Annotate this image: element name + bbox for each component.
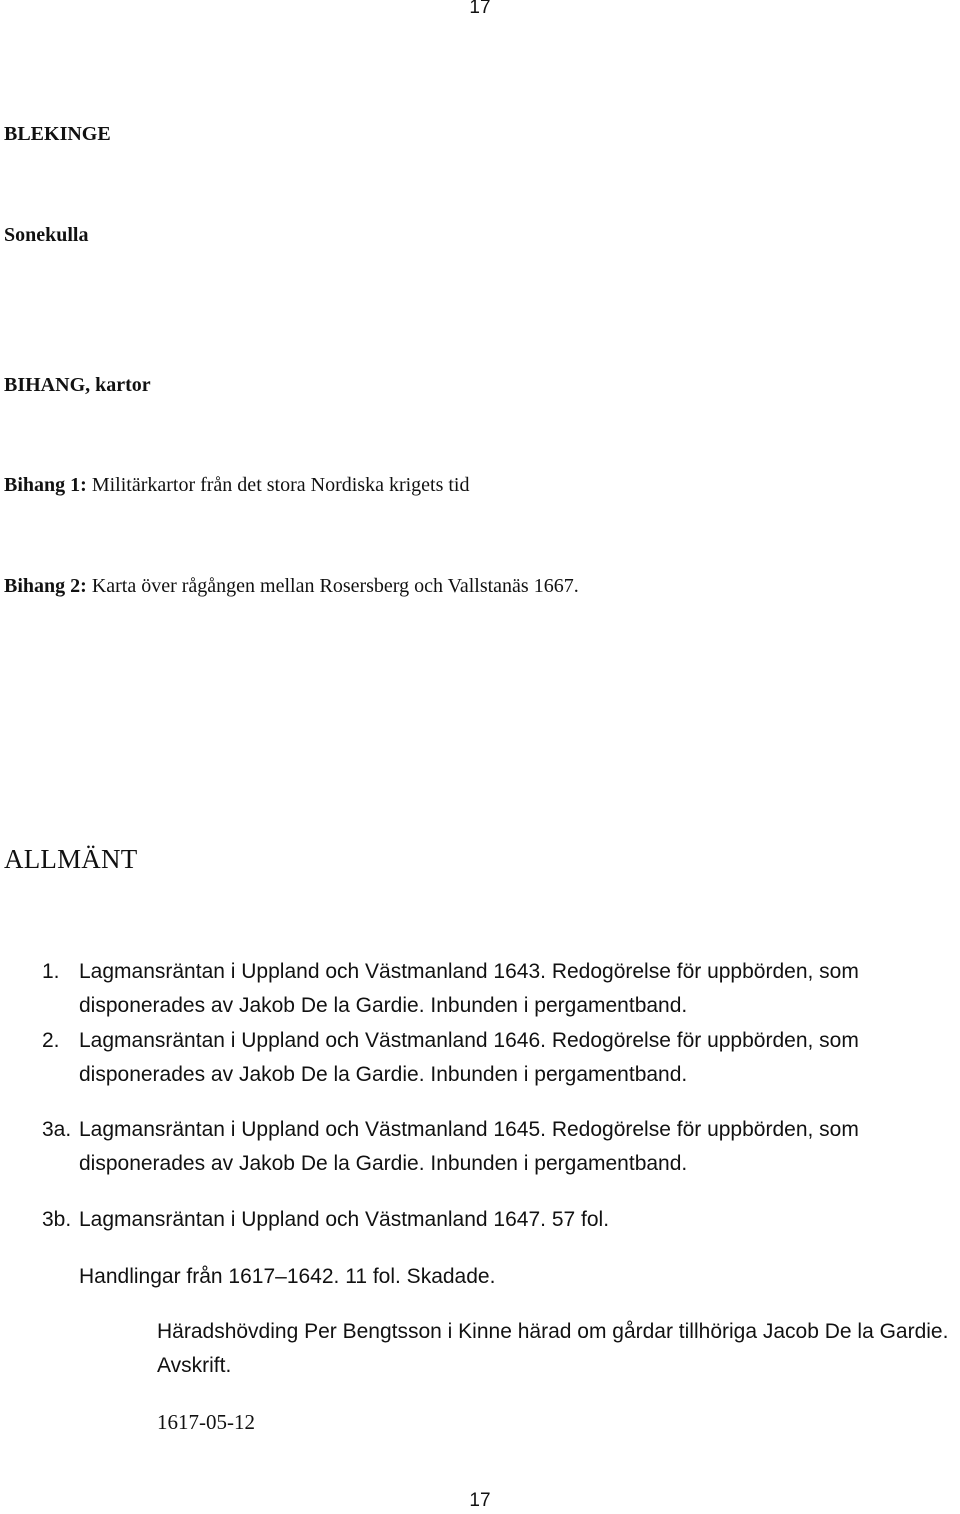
- bihang-item-2: [4, 575, 579, 598]
- list-item: [42, 955, 954, 1023]
- list-item-number: 3a.: [42, 1118, 72, 1141]
- list-item: [42, 1203, 954, 1237]
- heading-sonekulla: Sonekulla: [4, 224, 89, 246]
- list-item-line2: disponerades av Jakob De la Gardie. Inbunden i pergamentband.: [79, 1063, 688, 1086]
- list-item-number: 1.: [42, 960, 60, 983]
- heading-blekinge: BLEKINGE: [4, 123, 111, 145]
- list-item-line2: disponerades av Jakob De la Gardie. Inbunden i pergamentband.: [79, 1152, 688, 1175]
- bihang-item-text: Militärkartor från det stora Nordiska krigets tid: [86, 474, 470, 496]
- handlingar-line: Handlingar från 1617–1642. 11 fol. Skadade.: [79, 1265, 496, 1288]
- list-item-number: 2.: [42, 1029, 60, 1052]
- list-item-line1: Lagmansräntan i Uppland och Västmanland 1647. 57 fol.: [79, 1208, 610, 1231]
- bihang-item-label: Bihang 1:: [4, 474, 87, 496]
- page-number-bottom: 17: [469, 1490, 491, 1511]
- page-number-top: 17: [469, 0, 491, 18]
- list-item-line2: disponerades av Jakob De la Gardie. Inbunden i pergamentband.: [79, 994, 688, 1017]
- list-item-line1: Lagmansräntan i Uppland och Västmanland 1643. Redogörelse för uppbörden, som: [79, 960, 859, 983]
- bihang-item-label: Bihang 2:: [4, 575, 87, 597]
- bihang-item-text: Karta över rågången mellan Rosersberg och Vallstanäs 1667.: [86, 575, 579, 597]
- heading-allmant: ALLMÄNT: [4, 844, 138, 874]
- list-item: [42, 1113, 954, 1181]
- sub-entry-date: 1617-05-12: [157, 1410, 255, 1434]
- sub-entry-text: Häradshövding Per Bengtsson i Kinne härad om gårdar tillhöriga Jacob De la Gardie. Avskrift.: [157, 1320, 949, 1377]
- list-item: [42, 1024, 954, 1092]
- bihang-item-1: [4, 474, 470, 497]
- list-item-line1: Lagmansräntan i Uppland och Västmanland 1646. Redogörelse för uppbörden, som: [79, 1029, 859, 1052]
- list-item-number: 3b.: [42, 1208, 72, 1231]
- list-item-line1: Lagmansräntan i Uppland och Västmanland 1645. Redogörelse för uppbörden, som: [79, 1118, 859, 1141]
- heading-bihang: BIHANG, kartor: [4, 374, 151, 396]
